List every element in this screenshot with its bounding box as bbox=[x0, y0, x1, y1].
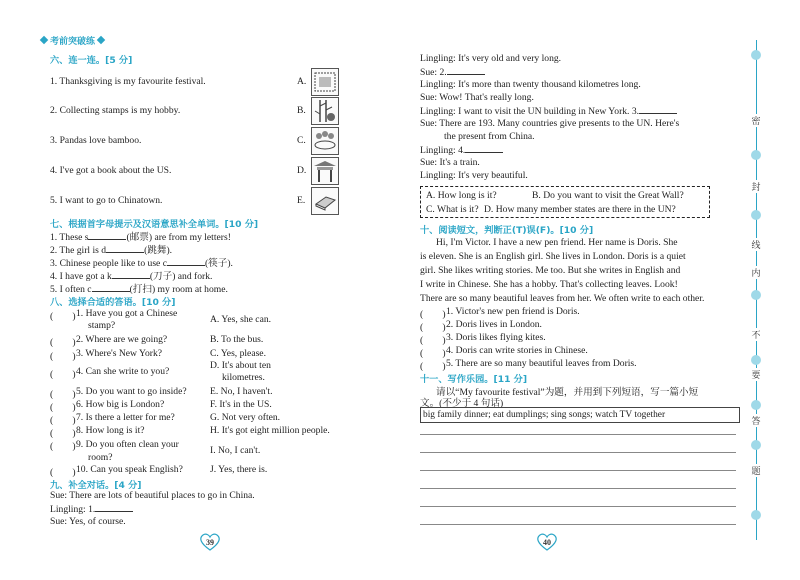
answer-blank[interactable] bbox=[167, 257, 205, 266]
answer-text: D. It's about ten bbox=[210, 360, 271, 371]
option-d: D. How many member states are there in the UN? bbox=[484, 204, 676, 215]
choice-paren[interactable]: ( ) bbox=[50, 369, 76, 380]
choice-paren[interactable]: ( ) bbox=[50, 389, 76, 400]
seal-dot bbox=[751, 210, 761, 220]
passage-line: I write in Chinese. She has a hobby. That's collecting leaves. Look! bbox=[420, 279, 678, 290]
writing-prompt-cont: 文。(不少于 4 句话) bbox=[420, 398, 504, 409]
tf-item-4: 4. Doris can write stories in Chinese. bbox=[446, 345, 588, 356]
chinatown-gate-picture bbox=[311, 157, 339, 185]
passage-line: is eleven. She is an English girl. She lives in London. Doris is a quiet bbox=[420, 251, 686, 262]
dialog-line: Sue: Wow! That's really long. bbox=[420, 92, 534, 103]
tf-item-3: 3. Doris likes flying kites. bbox=[446, 332, 546, 343]
writing-prompt: 请以“My favourite festival”为题，并用到下列短语，写一篇小短 bbox=[436, 387, 699, 398]
match-item-4: 4. I've got a book about the US. bbox=[50, 165, 172, 176]
writing-line[interactable] bbox=[420, 488, 736, 489]
diamond-icon bbox=[97, 36, 105, 44]
choice-question-4: 4. Can she write to you? bbox=[76, 366, 170, 377]
choice-answer-h: H. It's got eight million people. bbox=[210, 425, 330, 436]
phrase-box: big family dinner; eat dumplings; sing songs; watch TV together bbox=[420, 407, 740, 423]
tf-item-5: 5. There are so many beautiful leaves from Doris. bbox=[446, 358, 637, 369]
answer-blank[interactable] bbox=[465, 144, 503, 153]
choice-paren[interactable]: ( ) bbox=[50, 311, 76, 322]
choice-paren[interactable]: ( ) bbox=[50, 402, 76, 413]
choice-paren[interactable]: ( ) bbox=[50, 428, 76, 439]
match-item-3: 3. Pandas love bamboo. bbox=[50, 135, 142, 146]
dialog-line: Lingling: It's very old and very long. bbox=[420, 53, 562, 64]
stamps-picture bbox=[311, 68, 339, 96]
writing-line[interactable] bbox=[420, 452, 736, 453]
answer-blank[interactable] bbox=[88, 231, 126, 240]
seal-char: 答 bbox=[746, 414, 766, 427]
tf-item-1: 1. Victor's new pen friend is Doris. bbox=[446, 306, 580, 317]
tf-paren[interactable]: ( ) bbox=[420, 335, 446, 346]
fill-line-hint: (跳舞). bbox=[144, 245, 173, 256]
choice-answer-f: F. It's in the US. bbox=[210, 399, 272, 410]
seal-char: 封 bbox=[746, 180, 766, 193]
option-a: A. How long is it? bbox=[426, 190, 497, 201]
option-c-label: C. bbox=[297, 135, 306, 146]
tf-paren[interactable]: ( ) bbox=[420, 322, 446, 333]
question-text: 1. Have you got a Chinese bbox=[76, 308, 178, 319]
dialog-text: Lingling: 1. bbox=[50, 504, 96, 515]
dialog-line: the present from China. bbox=[444, 131, 535, 142]
option-c: C. What is it? bbox=[426, 204, 479, 215]
family-dinner-picture bbox=[311, 127, 339, 155]
seal-dot bbox=[751, 290, 761, 300]
fill-line-hint: (邮票) are from my letters! bbox=[126, 232, 231, 243]
tf-paren[interactable]: ( ) bbox=[420, 361, 446, 372]
choice-question-6: 6. How big is London? bbox=[76, 399, 165, 410]
choice-question-5: 5. Do you want to go inside? bbox=[76, 386, 187, 397]
match-item-5: 5. I want to go to Chinatown. bbox=[50, 195, 163, 206]
question-text: room? bbox=[88, 452, 113, 463]
fill-line-text: 1. These s bbox=[50, 232, 89, 243]
choice-answer-i: I. No, I can't. bbox=[210, 445, 261, 456]
dialog-line: Sue: There are 193. Many countries give presents to the UN. Here's bbox=[420, 118, 680, 129]
tf-paren[interactable]: ( ) bbox=[420, 309, 446, 320]
choice-question-9 bbox=[76, 438, 179, 464]
answer-blank[interactable] bbox=[95, 503, 133, 512]
answer-text: kilometres. bbox=[222, 372, 265, 383]
seal-char: 不 bbox=[746, 328, 766, 341]
answer-blank[interactable] bbox=[639, 105, 677, 114]
diamond-icon bbox=[40, 36, 48, 44]
passage-line: There are so many beautiful leaves from her. We often write to each other. bbox=[420, 293, 705, 304]
seal-char: 线 bbox=[746, 238, 766, 251]
choice-answer-g: G. Not very often. bbox=[210, 412, 281, 423]
passage-line: girl. She likes writing stories. Me too. But she writes in English and bbox=[420, 265, 681, 276]
option-e-label: E. bbox=[297, 195, 306, 206]
seal-dot bbox=[751, 50, 761, 60]
fill-line-hint: (刀子) and fork. bbox=[149, 271, 213, 282]
choice-paren[interactable]: ( ) bbox=[50, 441, 76, 452]
answer-blank[interactable] bbox=[106, 244, 144, 253]
seal-dot bbox=[751, 355, 761, 365]
fill-line-4 bbox=[50, 268, 212, 282]
seal-char: 题 bbox=[746, 464, 766, 477]
writing-line[interactable] bbox=[420, 434, 736, 435]
book-picture bbox=[311, 187, 339, 215]
choice-answer-c: C. Yes, please. bbox=[210, 348, 266, 359]
dialog-line bbox=[420, 144, 503, 156]
fill-line-hint: (筷子). bbox=[204, 258, 233, 269]
dialog-text: Lingling: 4. bbox=[420, 145, 466, 156]
option-a-label: A. bbox=[297, 76, 307, 87]
seal-dot bbox=[751, 400, 761, 410]
writing-line[interactable] bbox=[420, 506, 736, 507]
seal-dot bbox=[751, 150, 761, 160]
choice-answer-e: E. No, I haven't. bbox=[210, 386, 273, 397]
dialog-line: Sue: There are lots of beautiful places to go in China. bbox=[50, 490, 255, 501]
answer-blank[interactable] bbox=[447, 66, 485, 75]
fill-line-text: 2. The girl is d bbox=[50, 245, 107, 256]
page-number: 40 bbox=[543, 538, 551, 547]
passage-line: Hi, I'm Victor. I have a new pen friend. Her name is Doris. She bbox=[436, 237, 678, 248]
writing-line[interactable] bbox=[420, 470, 736, 471]
fill-line-hint: (打扫) my room at home. bbox=[129, 284, 228, 295]
question-text: stamp? bbox=[88, 320, 116, 331]
seal-char: 内 bbox=[746, 266, 766, 279]
section-8-heading: 八、选择合适的答语。[10 分] bbox=[50, 297, 176, 308]
choice-paren[interactable]: ( ) bbox=[50, 337, 76, 348]
choice-question-8: 8. How long is it? bbox=[76, 425, 145, 436]
option-d-label: D. bbox=[297, 165, 307, 176]
fill-line-text: 3. Chinese people like to use c bbox=[50, 258, 167, 269]
seal-char: 要 bbox=[746, 368, 766, 381]
section-10-heading: 十、阅读短文，判断正(T)误(F)。[10 分] bbox=[420, 225, 594, 236]
match-item-1: 1. Thanksgiving is my favourite festival. bbox=[50, 76, 206, 87]
option-b-label: B. bbox=[297, 105, 306, 116]
dialog-line bbox=[420, 105, 677, 117]
choice-question-7: 7. Is there a letter for me? bbox=[76, 412, 175, 423]
answer-blank[interactable] bbox=[112, 270, 150, 279]
choice-answer-j: J. Yes, there is. bbox=[210, 464, 268, 475]
writing-line[interactable] bbox=[420, 524, 736, 525]
fill-line-2 bbox=[50, 242, 172, 256]
bamboo-panda-picture bbox=[311, 97, 339, 125]
choice-answer-d bbox=[210, 360, 271, 384]
banner-text: 考前突破练 bbox=[50, 37, 96, 47]
question-text: 9. Do you often clean your bbox=[76, 439, 179, 450]
fill-line-text: 4. I have got a k bbox=[50, 271, 112, 282]
dialog-line bbox=[420, 66, 485, 78]
option-b: B. Do you want to visit the Great Wall? bbox=[532, 190, 684, 201]
fill-line-1 bbox=[50, 229, 231, 243]
fill-line-5 bbox=[50, 281, 228, 295]
choice-answer-a: A. Yes, she can. bbox=[210, 314, 272, 325]
choice-paren[interactable]: ( ) bbox=[50, 415, 76, 426]
answer-blank[interactable] bbox=[92, 283, 130, 292]
dialog-line: Lingling: It's very beautiful. bbox=[420, 170, 528, 181]
dialog-text: Sue: 2. bbox=[420, 67, 447, 78]
fill-line-text: 5. I often c bbox=[50, 284, 92, 295]
seal-dot bbox=[751, 440, 761, 450]
page-number: 39 bbox=[206, 538, 214, 547]
choice-question-2: 2. Where are we going? bbox=[76, 334, 168, 345]
dialog-line: Lingling: It's more than twenty thousand kilometres long. bbox=[420, 79, 641, 90]
choice-question-1 bbox=[76, 308, 177, 332]
seal-dot bbox=[751, 510, 761, 520]
fill-line-3 bbox=[50, 255, 233, 269]
section-7-heading: 七、根据首字母提示及汉语意思补全单词。[10 分] bbox=[50, 219, 259, 230]
seal-char: 密 bbox=[746, 114, 766, 127]
banner bbox=[38, 34, 107, 47]
section-6-heading: 六、连一连。[5 分] bbox=[50, 55, 133, 66]
section-11-heading: 十一、写作乐园。[11 分] bbox=[420, 374, 528, 385]
tf-paren[interactable]: ( ) bbox=[420, 348, 446, 359]
choice-paren[interactable]: ( ) bbox=[50, 467, 76, 478]
choice-question-3: 3. Where's New York? bbox=[76, 348, 163, 359]
choice-question-10: 10. Can you speak English? bbox=[76, 464, 183, 475]
choice-answer-b: B. To the bus. bbox=[210, 334, 264, 345]
section-9-heading: 九、补全对话。[4 分] bbox=[50, 480, 142, 491]
dialog-text: Lingling: I want to visit the UN building in New York. 3. bbox=[420, 106, 640, 117]
dialog-line bbox=[50, 503, 133, 515]
dialog-line: Sue: Yes, of course. bbox=[50, 516, 126, 527]
choice-paren[interactable]: ( ) bbox=[50, 351, 76, 362]
match-item-2: 2. Collecting stamps is my hobby. bbox=[50, 105, 181, 116]
dialog-line: Sue: It's a train. bbox=[420, 157, 480, 168]
tf-item-2: 2. Doris lives in London. bbox=[446, 319, 542, 330]
